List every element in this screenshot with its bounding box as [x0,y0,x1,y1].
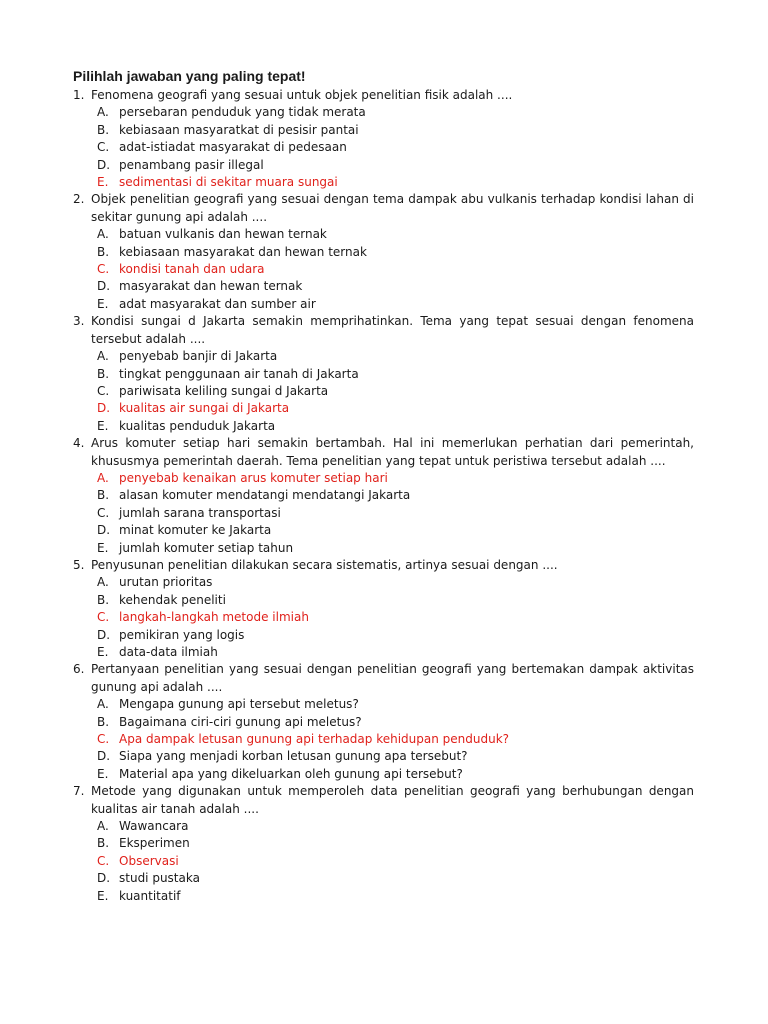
answer-option [73,766,694,783]
option-letter: D. [97,157,111,172]
question-number: 2. [73,192,85,207]
option-letter: B. [97,366,110,381]
option-text: studi pustaka [119,871,200,886]
answer-option [73,574,694,591]
option-list [73,104,694,191]
option-text: adat masyarakat dan sumber air [119,296,316,311]
option-letter: C. [97,140,110,155]
option-letter: D. [97,279,111,294]
option-text: langkah-langkah metode ilmiah [119,610,309,625]
option-text: jumlah sarana transportasi [119,505,281,520]
answer-option [73,418,694,435]
answer-option [73,122,694,139]
quiz-page [73,66,694,905]
answer-option [73,104,694,121]
option-letter: B. [97,244,110,259]
answer-option [73,366,694,383]
option-letter: A. [97,227,109,242]
answer-option [73,157,694,174]
option-text: Siapa yang menjadi korban letusan gunung apa tersebut? [119,749,468,764]
answer-option [73,835,694,852]
option-text: pariwisata keliling sungai d Jakarta [119,383,329,398]
question-text: Arus komuter setiap hari semakin bertambah. Hal ini memerlukan perhatian dari pemerintah, khususmya pemerintah daerah. Tema penelitian yang tepat untuk peristiwa tersebut adalah .... [91,436,694,468]
question-number: 7. [73,784,85,799]
option-text: kebiasaan masyaratkat di pesisir pantai [119,122,359,137]
question-number: 3. [73,314,85,329]
option-text: Bagaimana ciri-ciri gunung api meletus? [119,714,362,729]
option-text: sedimentasi di sekitar muara sungai [119,175,338,190]
answer-option-correct [73,853,694,870]
question-text: Fenomena geografi yang sesuai untuk objek penelitian fisik adalah .... [91,88,513,102]
answer-option [73,348,694,365]
question-1 [73,87,694,191]
answer-option [73,870,694,887]
option-text: kondisi tanah dan udara [119,262,265,277]
option-letter: D. [97,627,111,642]
option-text: jumlah komuter setiap tahun [119,540,294,555]
question-7 [73,783,694,905]
option-letter: E. [97,888,109,903]
option-text: masyarakat dan hewan ternak [119,279,303,294]
option-text: Apa dampak letusan gunung api terhadap kehidupan penduduk? [119,732,510,747]
option-text: penyebab kenaikan arus komuter setiap hari [119,470,388,485]
option-list [73,348,694,435]
option-letter: D. [97,871,111,886]
question-text: Pertanyaan penelitian yang sesuai dengan penelitian geografi yang bertemakan dampak aktivitas gunung api adalah .... [91,662,694,694]
question-row [73,661,694,696]
option-letter: C. [97,262,110,277]
option-text: kuantitatif [119,888,181,903]
option-letter: E. [97,418,109,433]
option-text: minat komuter ke Jakarta [119,523,272,538]
option-letter: D. [97,401,111,416]
answer-option [73,487,694,504]
option-letter: C. [97,853,110,868]
answer-option [73,627,694,644]
answer-option [73,714,694,731]
option-letter: B. [97,122,110,137]
option-text: urutan prioritas [119,575,213,590]
option-letter: A. [97,105,109,120]
answer-option-correct [73,174,694,191]
option-text: batuan vulkanis dan hewan ternak [119,227,327,242]
question-number: 6. [73,662,85,677]
option-text: penambang pasir illegal [119,157,264,172]
option-letter: A. [97,819,109,834]
question-text: Penyusunan penelitian dilakukan secara sistematis, artinya sesuai dengan .... [91,557,558,572]
question-row [73,557,694,574]
option-list [73,470,694,557]
question-number: 5. [73,557,85,572]
option-letter: D. [97,749,111,764]
question-6 [73,661,694,783]
option-text: adat-istiadat masyarakat di pedesaan [119,140,347,155]
option-text: Mengapa gunung api tersebut meletus? [119,697,359,712]
option-letter: A. [97,575,109,590]
option-text: persebaran penduduk yang tidak merata [119,105,366,120]
answer-option [73,278,694,295]
option-letter: C. [97,610,110,625]
option-text: Observasi [119,853,179,868]
question-number: 1. [73,88,85,102]
option-letter: A. [97,349,109,364]
question-4 [73,435,694,557]
answer-option [73,644,694,661]
option-text: kebiasaan masyarakat dan hewan ternak [119,244,367,259]
question-number: 4. [73,436,85,451]
option-text: Wawancara [119,819,189,834]
answer-option-correct [73,609,694,626]
option-letter: B. [97,714,110,729]
answer-option [73,748,694,765]
option-text: pemikiran yang logis [119,627,245,642]
answer-option [73,696,694,713]
page-title: Pilihlah jawaban yang paling tepat! [73,68,306,84]
option-text: alasan komuter mendatangi mendatangi Jakarta [119,488,411,503]
answer-option [73,139,694,156]
question-text: Objek penelitian geografi yang sesuai dengan tema dampak abu vulkanis terhadap kondisi lahan di sekitar gunung api adalah .... [91,192,694,224]
answer-option-correct [73,400,694,417]
option-list [73,574,694,661]
option-letter: B. [97,592,110,607]
option-letter: E. [97,540,109,555]
option-text: kualitas penduduk Jakarta [119,418,276,433]
option-letter: E. [97,296,109,311]
option-letter: D. [97,523,111,538]
option-list [73,226,694,313]
option-text: Eksperimen [119,836,190,851]
option-text: tingkat penggunaan air tanah di Jakarta [119,366,359,381]
answer-option-correct [73,731,694,748]
answer-option [73,226,694,243]
option-letter: E. [97,766,109,781]
question-5 [73,557,694,661]
answer-option [73,505,694,522]
answer-option [73,522,694,539]
question-row [73,783,694,818]
question-row [73,313,694,348]
answer-option [73,888,694,905]
question-row [73,191,694,226]
option-letter: E. [97,645,109,659]
option-letter: E. [97,175,109,190]
answer-option [73,296,694,313]
question-text: Kondisi sungai d Jakarta semakin memprihatinkan. Tema yang tepat sesuai dengan fenomena tersebut adalah .... [91,314,694,346]
option-text: kehendak peneliti [119,592,226,607]
answer-option [73,592,694,609]
option-list [73,818,694,905]
answer-option-correct [73,261,694,278]
question-3 [73,313,694,435]
question-2 [73,191,694,313]
option-text: Material apa yang dikeluarkan oleh gunung api tersebut? [119,766,463,781]
option-letter: A. [97,470,109,485]
option-letter: C. [97,505,110,520]
option-letter: B. [97,836,110,851]
option-list [73,696,694,783]
option-text: kualitas air sungai di Jakarta [119,401,290,416]
question-list [73,87,694,905]
option-letter: B. [97,488,110,503]
option-text: penyebab banjir di Jakarta [119,349,278,364]
answer-option [73,244,694,261]
option-letter: C. [97,383,110,398]
answer-option [73,818,694,835]
answer-option-correct [73,470,694,487]
question-text: Metode yang digunakan untuk memperoleh data penelitian geografi yang berhubungan dengan kualitas air tanah adalah .... [91,784,694,816]
question-row [73,87,694,104]
option-letter: A. [97,697,109,712]
question-row [73,435,694,470]
answer-option [73,540,694,557]
option-letter: C. [97,732,110,747]
answer-option [73,383,694,400]
option-text: data-data ilmiah [119,645,218,659]
